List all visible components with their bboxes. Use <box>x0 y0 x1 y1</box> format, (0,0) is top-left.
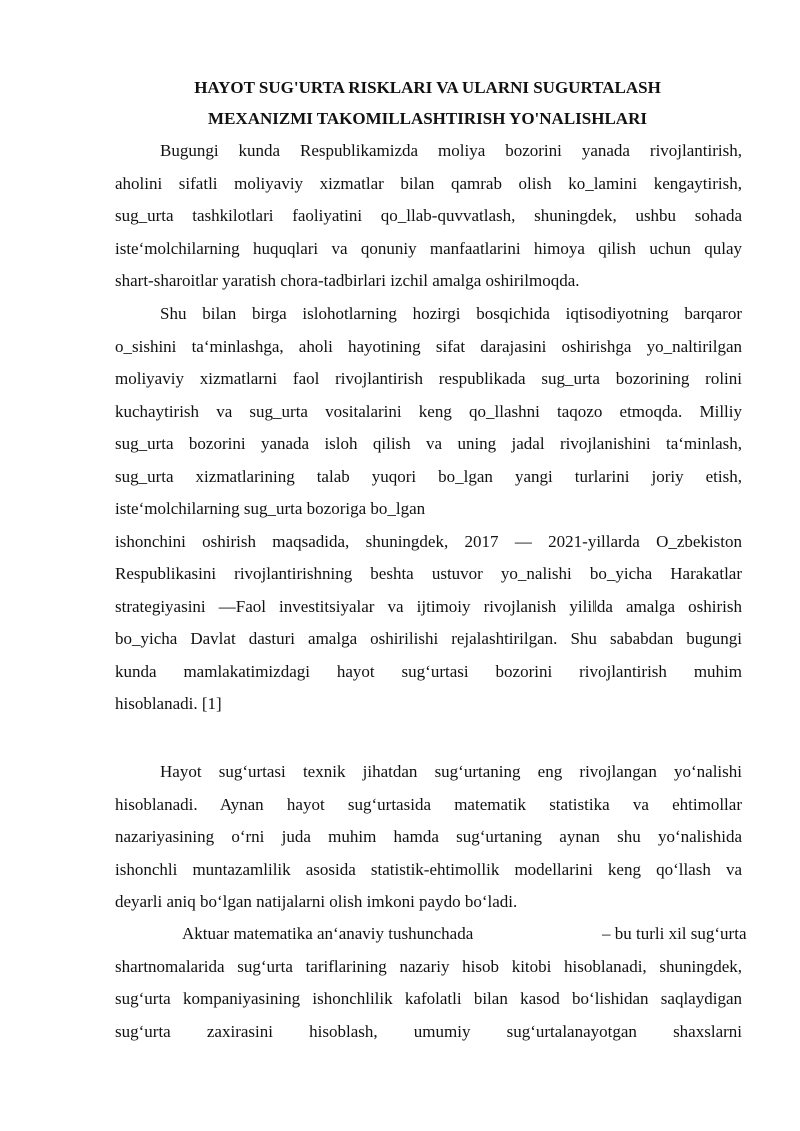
text-line: aholini sifatli moliyaviy xizmatlar bilan qamrab olish ko_lamini kengaytirish, <box>115 173 742 193</box>
text-line: hisoblanadi. Aynan hayot sug‘urtasida matematik statistika va ehtimollar <box>115 794 742 814</box>
paragraph-1 <box>115 135 742 298</box>
text-line: Shu bilan birga islohotlarning hozirgi bosqichida iqtisodiyotning barqaror <box>160 304 742 323</box>
text-line: sug‘urta kompaniyasining ishonchlilik kafolatli bilan kasod bo‘lishidan saqlaydigan <box>115 989 742 1008</box>
text-line <box>115 918 747 951</box>
text-line: hisoblanadi. [1] <box>115 694 222 713</box>
paragraph-4 <box>115 918 747 1048</box>
text-line: o_sishini ta‘minlashga, aholi hayotining sifat darajasini oshirishga yo_naltirilgan <box>115 336 742 356</box>
title-line: HAYOT SUG'URTA RISKLARI VA ULARNI SUGURTALASH <box>194 78 661 97</box>
text-line: iste‘molchilarning huquqlari va qonuniy manfaatlarini himoya qilish uchun qulay <box>115 238 742 258</box>
text-line: shart-sharoitlar yaratish chora-tadbirlari izchil amalga oshirilmoqda. <box>115 271 580 290</box>
text-line: deyarli aniq bo‘lgan natijalarni olish imkoni paydo bo‘ladi. <box>115 892 518 911</box>
text-line: Respublikasini rivojlantirishning beshta ustuvor yo_nalishi bo_yicha Harakatlar <box>115 564 742 583</box>
text-line: ishonchli muntazamlilik asosida statistik-ehtimollik modellarini keng qo‘llash va <box>115 859 742 879</box>
text-line: moliyaviy xizmatlarni faol rivojlantirish respublikada sug_urta bozorining rolini <box>115 369 742 388</box>
text-fragment: – bu turli xil sug‘urta <box>602 924 747 943</box>
text-line: sug‘urta zaxirasini hisoblash, umumiy sug‘urtalanayotgan shaxslarni <box>115 1021 742 1041</box>
text-line: shartnomalarida sug‘urta tariflarining nazariy hisob kitobi hisoblanadi, shuningdek, <box>115 956 742 976</box>
text-line: kuchaytirish va sug_urta vositalarini keng qo_llashni taqozo etmoqda. Milliy <box>115 401 742 421</box>
text-line: Bugungi kunda Respublikamizda moliya bozorini yanada rivojlantirish, <box>160 141 742 160</box>
text-line: sug_urta bozorini yanada isloh qilish va uning jadal rivojlanishini ta‘minlash, <box>115 434 742 453</box>
text-line: bo_yicha Davlat dasturi amalga oshirilishi rejalashtirilgan. Shu sababdan bugungi <box>115 629 742 648</box>
paragraph-2 <box>115 298 742 721</box>
paragraph-3 <box>115 756 742 919</box>
text-line: Hayot sug‘urtasi texnik jihatdan sug‘urtaning eng rivojlangan yo‘nalishi <box>160 762 742 781</box>
text-line: iste‘molchilarning sug_urta bozoriga bo_lgan <box>115 499 426 518</box>
text-line: ishonchini oshirish maqsadida, shuningdek, 2017 — 2021-yillarda O_zbekiston <box>115 531 742 551</box>
text-line: strategiyasini —Faol investitsiyalar va ijtimoiy rivojlanish yili‖da amalga oshirish <box>115 596 742 616</box>
title-line: MEXANIZMI TAKOMILLASHTIRISH YO'NALISHLARI <box>208 109 647 128</box>
text-fragment: Aktuar matematika an‘anaviy tushunchada <box>182 924 474 943</box>
text-line: sug_urta tashkilotlari faoliyatini qo_llab-quvvatlash, shuningdek, ushbu sohada <box>115 206 742 225</box>
text-line: kunda mamlakatimizdagi hayot sug‘urtasi bozorini rivojlantirish muhim <box>115 661 742 681</box>
text-line: sug_urta xizmatlarining talab yuqori bo_lgan yangi turlarini joriy etish, <box>115 466 742 486</box>
text-line: nazariyasining o‘rni juda muhim hamda sug‘urtaning aynan shu yo‘nalishida <box>115 827 742 846</box>
document-title <box>115 72 740 134</box>
